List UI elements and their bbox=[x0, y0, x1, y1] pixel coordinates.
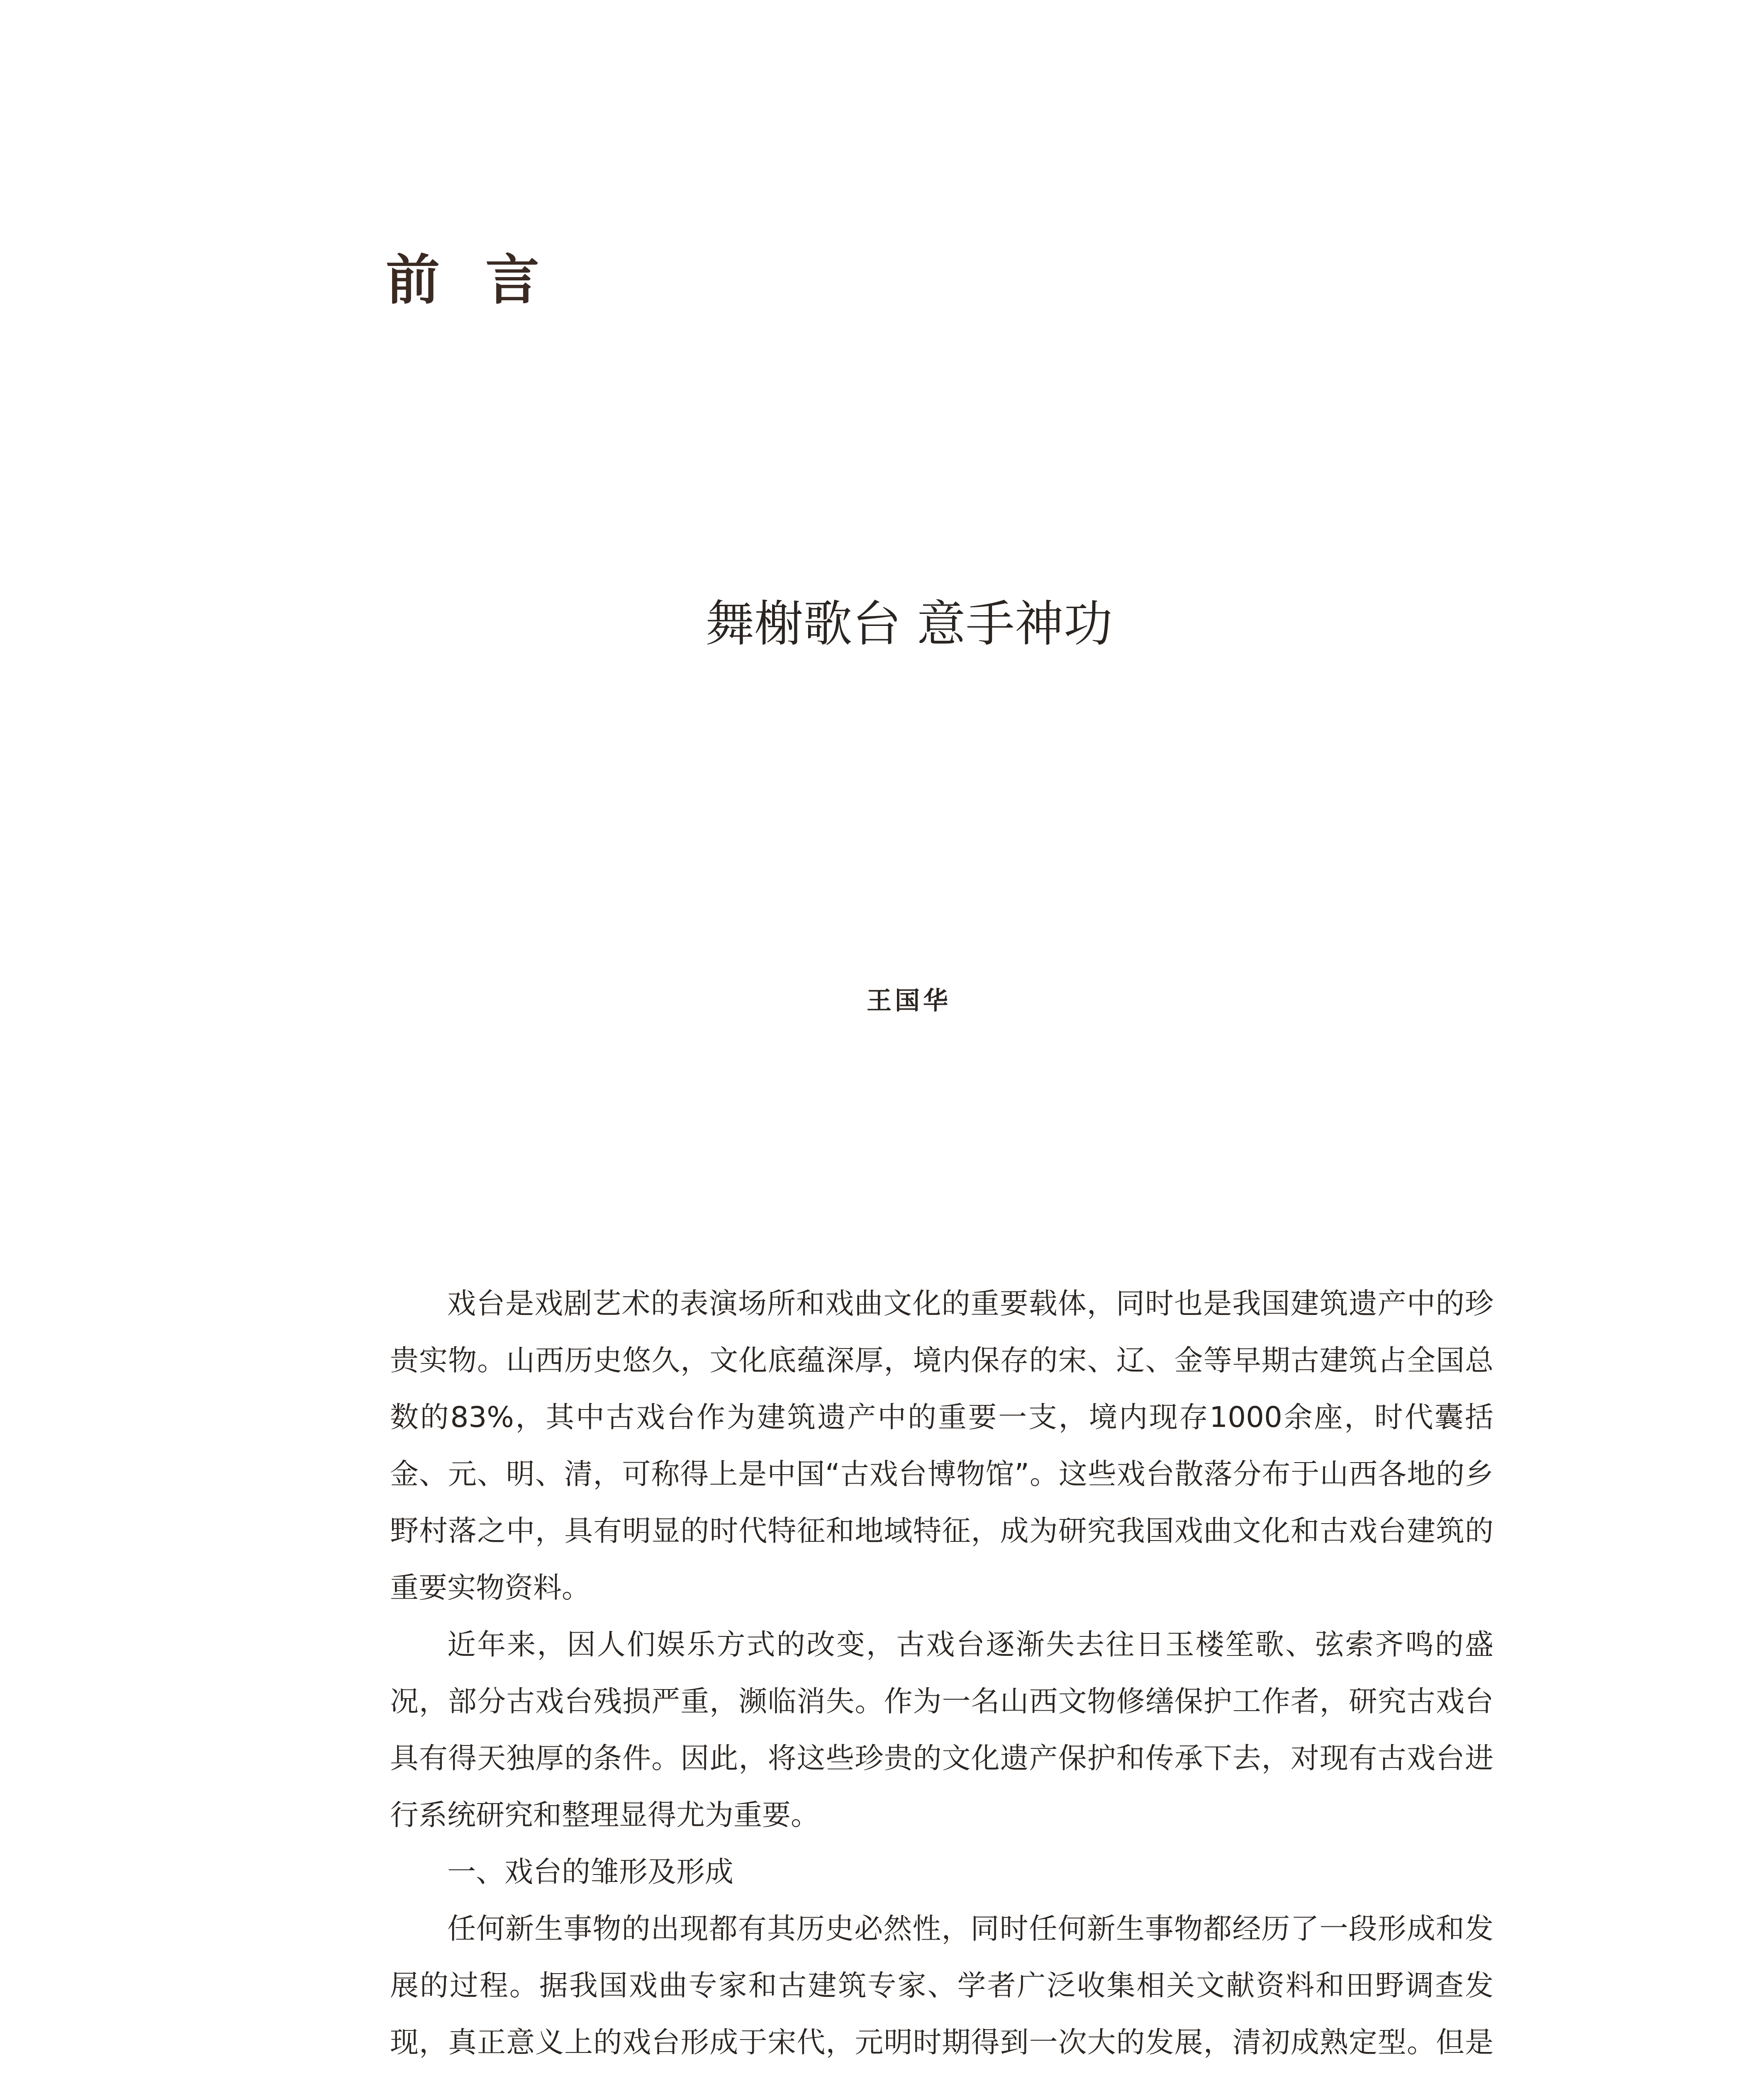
body-text bbox=[390, 1276, 1494, 2074]
paragraph: 近年来，因人们娱乐方式的改变，古戏台逐渐失去往日玉楼笙歌、弦索齐鸣的盛况，部分古戏台残损严重，濒临消失。作为一名山西文物修缮保护工作者，研究古戏台具有得天独厚的条件。因此，将这些珍贵的文化遗产保护和传承下去，对现有古戏台进行系统研究和整理显得尤为重要。 bbox=[390, 1628, 1494, 1832]
paragraph: 戏台是戏剧艺术的表演场所和戏曲文化的重要载体，同时也是我国建筑遗产中的珍贵实物。山西历史悠久，文化底蕴深厚，境内保存的宋、辽、金等早期古建筑占全国总数的83%，其中古戏台作为建筑遗产中的重要一支，境内现存1000余座，时代囊括金、元、明、清，可称得上是中国“古戏台博物馆”。这些戏台散落分布于山西各地的乡野村落之中，具有明显的时代特征和地域特征，成为研究我国戏曲文化和古戏台建筑的重要实物资料。 bbox=[390, 1287, 1494, 1604]
article-title: 舞榭歌台 意手神功 bbox=[705, 595, 1113, 652]
section-heading: 前言 bbox=[386, 248, 585, 312]
paragraph: 任何新生事物的出现都有其历史必然性，同时任何新生事物都经历了一段形成和发展的过程。据我国戏曲专家和古建筑专家、学者广泛收集相关文献资料和田野调查发现，真正意义上的戏台形成于宋代，元明时期得到一次大的发展，清初成熟定型。但是 bbox=[390, 1912, 1494, 2059]
author-name: 王国华 bbox=[867, 986, 951, 1015]
subsection-heading: 一、戏台的雏形及形成 bbox=[447, 1855, 733, 1889]
